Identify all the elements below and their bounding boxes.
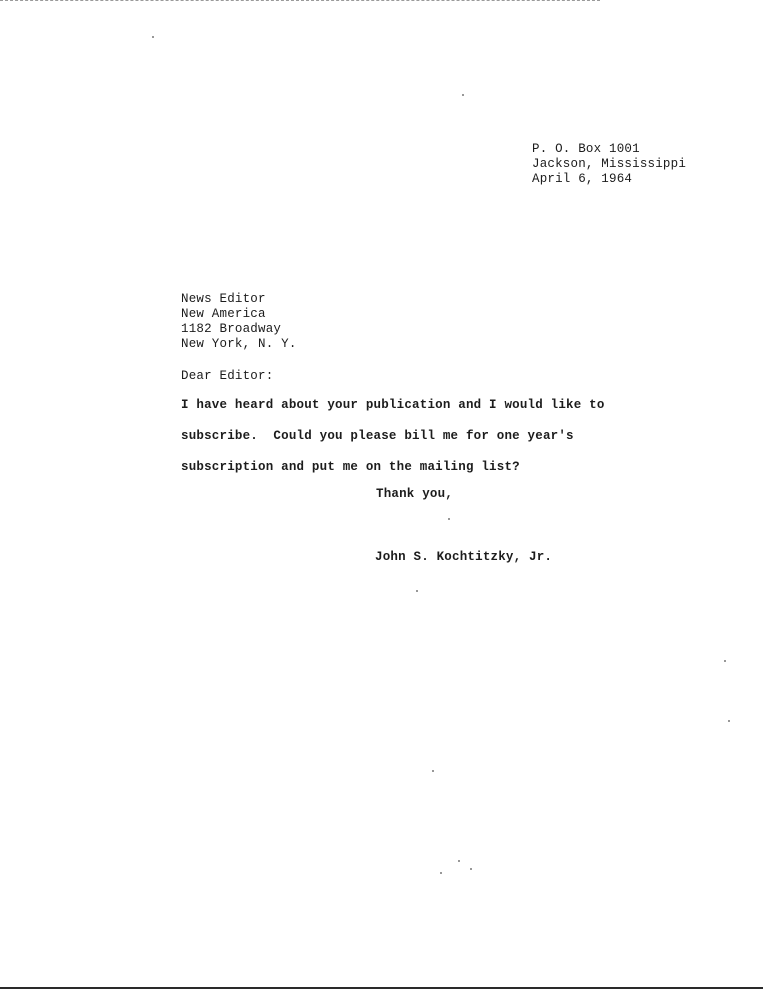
recipient-line-3: 1182 Broadway [181,322,282,336]
scan-speck [416,590,418,592]
sender-address-line-2: Jackson, Mississippi [532,157,687,171]
scan-speck [462,94,464,96]
scan-speck [458,860,460,862]
body-line-2: subscribe. Could you please bill me for one year's [181,429,574,443]
recipient-line-2: New America [181,307,266,321]
closing: Thank you, [376,487,454,501]
sender-address-line-1: P. O. Box 1001 [532,142,640,156]
recipient-line-1: News Editor [181,292,266,306]
scan-speck [440,872,442,874]
body-line-3: subscription and put me on the mailing list? [181,460,520,474]
salutation: Dear Editor: [181,369,274,383]
body-line-1: I have heard about your publication and I would like to [181,398,605,412]
scan-speck [152,36,154,38]
scan-speck [728,720,730,722]
top-border-rule [0,0,600,1]
scan-speck [724,660,726,662]
scan-speck [448,518,450,520]
signature-name: John S. Kochtitzky, Jr. [375,550,553,564]
scan-speck [432,770,434,772]
letter-date: April 6, 1964 [532,172,633,186]
bottom-border-rule [0,987,763,989]
recipient-line-4: New York, N. Y. [181,337,297,351]
scan-speck [470,868,472,870]
